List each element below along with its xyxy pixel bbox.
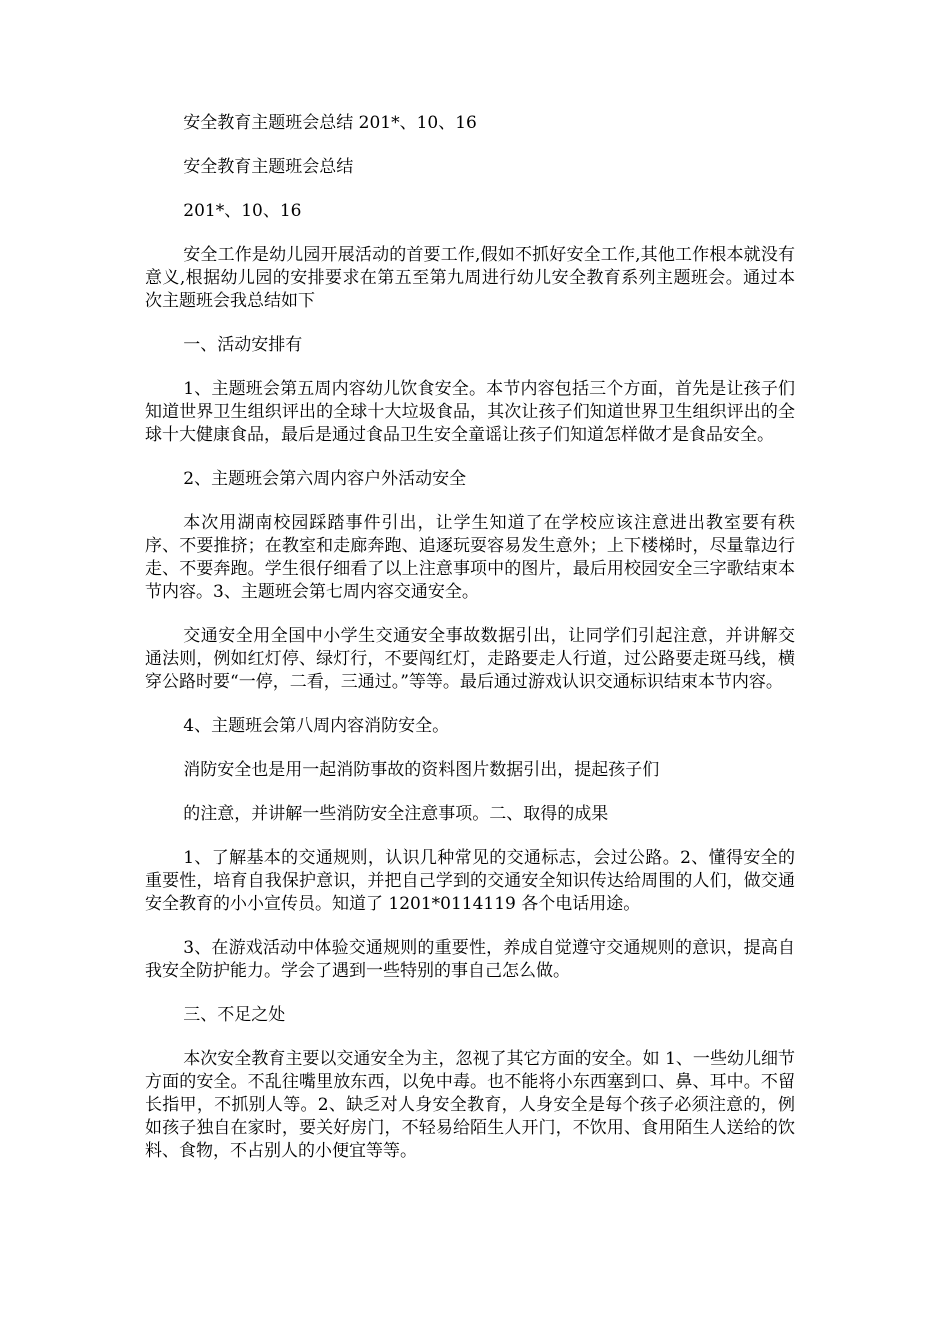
paragraph-fire-safety-1: 消防安全也是用一起消防事故的资料图片数据引出，提起孩子们 — [183, 760, 660, 780]
paragraph-week5-food-safety: 1、主题班会第五周内容幼儿饮食安全。本节内容包括三个方面，首先是让孩子们知道世界卫生组织评出的全球十大垃圾食品，其次让孩子们知道世界卫生组织评出的全球十大健康食品，最后是通过食品卫生安全童谣让孩子们知道怎样做才是食品安全。 — [145, 379, 795, 445]
paragraph-week6-outdoor-safety: 本次用湖南校园踩踏事件引出，让学生知道了在学校应该注意进出教室要有秩序、不要推挤；在教室和走廊奔跑、追逐玩耍容易发生意外；上下楼梯时，尽量靠边行走、不要奔跑。学生很仔细看了以上注意事项中的图片，最后用校园安全三字歌结束本节内容。3、主题班会第七周内容交通安全。 — [145, 513, 795, 602]
intro-paragraph: 安全工作是幼儿园开展活动的首要工作,假如不抓好安全工作,其他工作根本就没有意义,根据幼儿园的安排要求在第五至第九周进行幼儿安全教育系列主题班会。通过本次主题班会我总结如下 — [145, 245, 795, 311]
paragraph-week8-heading: 4、主题班会第八周内容消防安全。 — [183, 716, 450, 736]
paragraph-week6-heading: 2、主题班会第六周内容户外活动安全 — [183, 469, 467, 489]
paragraph-traffic-safety: 交通安全用全国中小学生交通安全事故数据引出，让同学们引起注意，并讲解交通法则，例如红灯停、绿灯行，不要闯红灯，走路要走人行道，过公路要走斑马线，横穿公路时要“一停，二看，三通过。”等等。最后通过游戏认识交通标识结束本节内容。 — [145, 626, 795, 692]
section-heading-shortcomings: 三、不足之处 — [183, 1005, 286, 1025]
document-body — [145, 112, 795, 1184]
paragraph-results-3: 3、在游戏活动中体验交通规则的重要性，养成自觉遵守交通规则的意识，提高自我安全防护能力。学会了遇到一些特别的事自己怎么做。 — [145, 938, 795, 981]
paragraph-fire-safety-2: 的注意，并讲解一些消防安全注意事项。二、取得的成果 — [183, 804, 609, 824]
doc-header-title-date: 安全教育主题班会总结 201*、10、16 — [183, 113, 477, 133]
paragraph-shortcomings: 本次安全教育主要以交通安全为主，忽视了其它方面的安全。如 1、一些幼儿细节方面的安全。不乱往嘴里放东西，以免中毒。也不能将小东西塞到口、鼻、耳中。不留长指甲，不抓别人等。2、缺乏对人身安全教育，人身安全是每个孩子必须注意的，例如孩子独自在家时，要关好房门，不轻易给陌生人开门，不饮用、食用陌生人送给的饮料、食物，不占别人的小便宜等等。 — [145, 1049, 795, 1161]
section-heading-activities: 一、活动安排有 — [183, 335, 303, 355]
doc-date: 201*、10、16 — [183, 201, 302, 221]
paragraph-results-1-2: 1、了解基本的交通规则，认识几种常见的交通标志，会过公路。2、懂得安全的重要性，培育自我保护意识，并把自己学到的交通安全知识传达给周围的人们，做交通安全教育的小小宣传员。知道了 1201*0114119 各个电话用途。 — [145, 848, 795, 914]
doc-title: 安全教育主题班会总结 — [183, 157, 354, 177]
